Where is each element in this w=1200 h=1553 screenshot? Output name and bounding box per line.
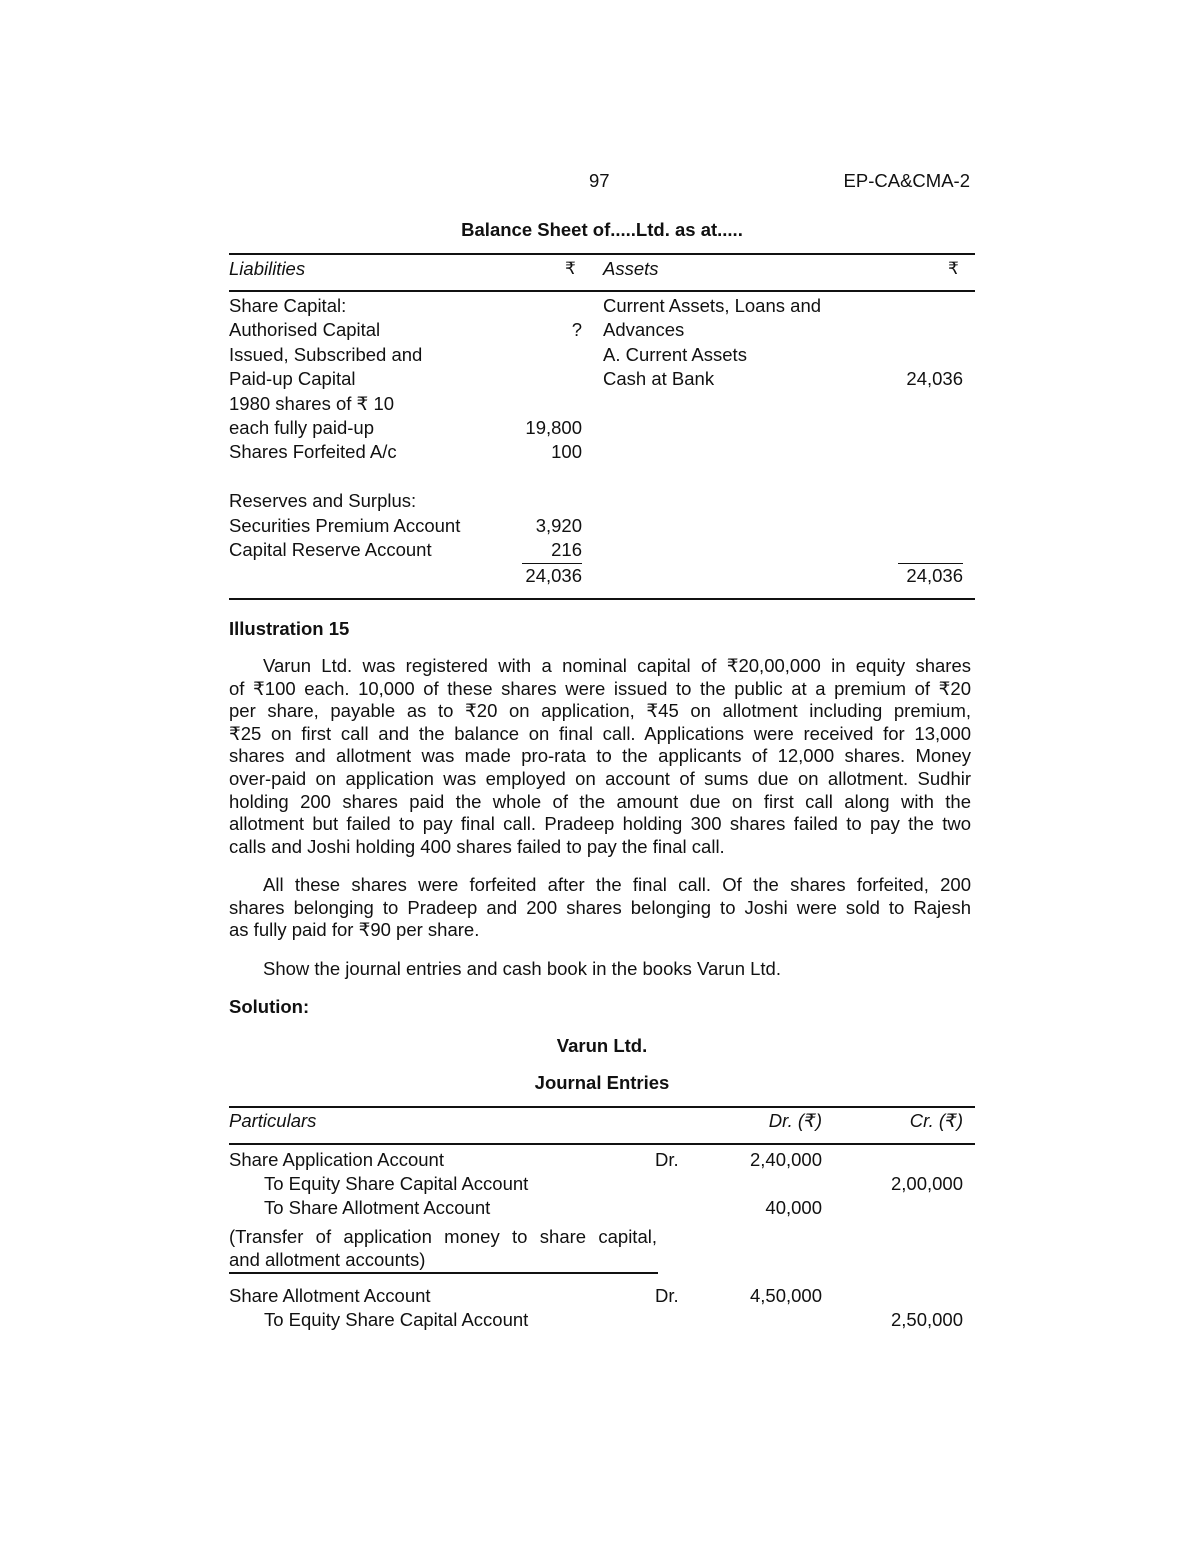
narration-line: and allotment accounts) [229,1248,426,1270]
asset-amount [880,318,963,342]
paragraph-line: as fully paid for ₹90 per share. [229,919,480,941]
liability-amount [500,392,582,416]
illustration-paragraph-1 [229,655,971,858]
entry2-debit-account: Share Allotment Account [229,1285,431,1306]
liabilities-header: Liabilities [229,258,306,279]
entry1-credit1-amount: 2,00,000 [890,1173,963,1194]
liabilities-total: 24,036 [525,565,582,586]
liability-amount: 19,800 [525,416,582,438]
paragraph-line: of ₹100 each. 10,000 of these shares were issued to the public at a premium of ₹20 [229,677,971,699]
asset-amount [880,294,963,318]
entry1-credit1-account: To Equity Share Capital Account [264,1173,529,1194]
balance-sheet-header-rule [229,290,975,292]
paragraph-line: over-paid on application was employed on account of sums due on allotment. Sudhir [229,767,971,789]
particulars-header: Particulars [229,1110,317,1131]
entry1-dr-mark: Dr. [655,1149,679,1170]
asset-line: Advances [603,319,685,341]
assets-total: 24,036 [906,565,963,586]
entry1-separator-rule [229,1272,658,1274]
liability-amount [500,465,582,489]
liability-amount [500,343,582,367]
liability-line: Capital Reserve Account [229,538,432,560]
balance-sheet-title: Balance Sheet of.....Ltd. as at..... [461,219,743,240]
paragraph-line: ₹25 on first call and the balance on final call. Applications were received for 13,000 [229,722,971,744]
entry2-dr-mark: Dr. [655,1285,679,1306]
company-name: Varun Ltd. [556,1035,648,1056]
liability-line: Reserves and Surplus: [229,490,417,512]
illustration-paragraph-2 [229,874,971,942]
liability-line: Issued, Subscribed and [229,343,423,365]
liability-line [229,465,489,489]
liability-amount: 3,920 [535,514,582,536]
asset-amount [880,343,963,367]
asset-line: Current Assets, Loans and [603,295,822,316]
entry1-narration [229,1226,657,1271]
entry1-debit-amount: 2,40,000 [749,1149,822,1170]
paragraph-line: All these shares were forfeited after the final call. Of the shares forfeited, 200 [263,874,971,895]
paragraph-line: allotment but failed to pay final call. Pradeep holding 300 shares failed to pay the two [229,813,971,835]
liability-amount [500,294,582,318]
assets-amounts [880,294,963,392]
asset-line: Cash at Bank [603,368,715,390]
journal-header-rule [229,1143,975,1145]
paragraph-line: calls and Joshi holding 400 shares failed to pay the final call. [229,835,725,857]
liabilities-amounts [500,294,582,562]
liabilities-currency-header: ₹ [565,259,576,279]
paragraph-line: Varun Ltd. was registered with a nominal capital of ₹20,00,000 in equity shares [263,655,971,676]
liability-line: each fully paid-up [229,416,375,438]
paragraph-line: shares and allotment was made pro-rata to the applicants of 12,000 shares. Money [229,745,971,767]
illustration-heading: Illustration 15 [229,618,350,639]
entry1-debit-account: Share Application Account [229,1149,444,1170]
entry1-credit2-amount: 40,000 [765,1197,822,1218]
liability-amount: 100 [551,441,582,463]
page-number: 97 [589,170,610,191]
entry1-credit2-account: To Share Allotment Account [264,1197,491,1218]
paragraph-line: shares belonging to Pradeep and 200 shares belonging to Joshi were sold to Rajesh [229,896,971,918]
assets-currency-header: ₹ [948,259,959,279]
entry2-debit-amount: 4,50,000 [749,1285,822,1306]
solution-label: Solution: [229,996,310,1017]
liability-line: Shares Forfeited A/c [229,441,397,463]
journal-title: Journal Entries [534,1072,670,1093]
liability-line: Securities Premium Account [229,514,461,536]
paragraph-line: per share, payable as to ₹20 on application, ₹45 on allotment including premium, [229,700,971,722]
liability-amount: ? [571,319,582,341]
entry2-credit1-account: To Equity Share Capital Account [264,1309,529,1330]
page-header [229,170,975,194]
credit-header: Cr. (₹) [909,1110,963,1131]
liability-amount [500,489,582,513]
liability-line: 1980 shares of ₹ 10 [229,392,395,414]
assets-list [603,294,863,392]
assets-header: Assets [603,258,659,279]
liability-line: Share Capital: [229,295,347,316]
liability-amount [500,367,582,391]
liabilities-list [229,294,489,562]
narration-line: (Transfer of application money to share capital, [229,1226,657,1247]
paragraph-line: holding 200 shares paid the whole of the amount due on first call along with the [229,790,971,812]
debit-header: Dr. (₹) [768,1110,822,1131]
entry2-credit1-amount: 2,50,000 [890,1309,963,1330]
balance-sheet-top-rule [229,253,975,255]
liability-amount: 216 [551,538,582,560]
journal-top-rule [229,1106,975,1108]
balance-sheet-bottom-rule [229,598,975,600]
liability-line: Paid-up Capital [229,368,356,390]
illustration-question: Show the journal entries and cash book in the books Varun Ltd. [263,958,781,979]
asset-amount: 24,036 [906,368,963,390]
liability-line: Authorised Capital [229,319,381,341]
document-code: EP-CA&CMA-2 [843,170,970,191]
asset-line: A. Current Assets [603,343,747,365]
